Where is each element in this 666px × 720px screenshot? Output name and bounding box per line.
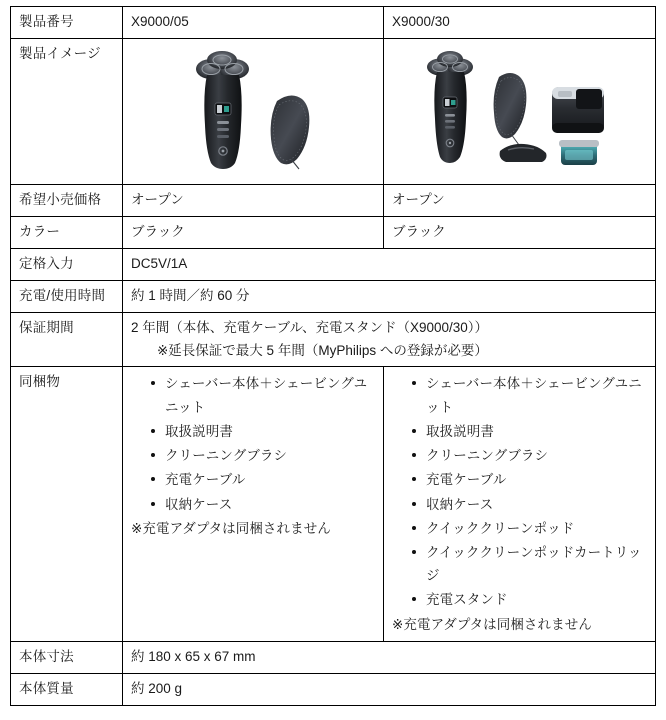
table-row-weight <box>11 673 656 705</box>
included-list-b <box>392 372 649 611</box>
list-item: 収納ケース <box>151 493 377 516</box>
cell-color-b: ブラック <box>384 216 656 248</box>
table-row-charge-use-time <box>11 280 656 312</box>
shaver-head <box>196 51 249 79</box>
row-label-dimensions: 本体寸法 <box>11 641 123 673</box>
shaver-head <box>427 51 473 76</box>
list-item: 充電スタンド <box>412 588 649 611</box>
cell-product-image-a <box>123 38 384 184</box>
cell-product-image-b <box>384 38 656 184</box>
cell-model-number-b: X9000/30 <box>384 7 656 39</box>
table-row-color <box>11 216 656 248</box>
row-label-price: 希望小売価格 <box>11 184 123 216</box>
list-item: 充電ケーブル <box>412 468 649 491</box>
cell-charge-use-time: 約 1 時間／約 60 分 <box>123 280 656 312</box>
included-note-a: ※充電アダプタは同梱されません <box>131 520 331 536</box>
list-item: 取扱説明書 <box>151 420 377 443</box>
list-item: シェーバー本体＋シェービングユニット <box>151 372 377 418</box>
list-item: 充電ケーブル <box>151 468 377 491</box>
row-label-warranty: 保証期間 <box>11 312 123 367</box>
quick-clean-pod <box>552 87 604 133</box>
shaver-body <box>434 72 466 163</box>
cell-price-b: オープン <box>384 184 656 216</box>
table-row-rated-input <box>11 248 656 280</box>
travel-pouch <box>493 73 526 145</box>
cell-model-number-a: X9000/05 <box>123 7 384 39</box>
table-row-model-number <box>11 7 656 39</box>
list-item: シェーバー本体＋シェービングユニット <box>412 372 649 418</box>
list-item: クイッククリーンポッド <box>412 517 649 540</box>
table-row-included-items <box>11 367 656 641</box>
list-item: クイッククリーンポッドカートリッジ <box>412 541 649 587</box>
product-spec-table <box>10 6 656 706</box>
product-image-a <box>131 44 377 179</box>
cell-included-items-a <box>123 367 384 641</box>
list-item: 収納ケース <box>412 493 649 516</box>
table-row-product-image <box>11 38 656 184</box>
shaver-body <box>204 75 241 169</box>
list-item: クリーニングブラシ <box>412 444 649 467</box>
cell-rated-input: DC5V/1A <box>123 248 656 280</box>
travel-pouch <box>271 96 310 170</box>
charging-stand <box>499 144 546 162</box>
shaver-with-pouch-icon <box>139 47 369 175</box>
row-label-weight: 本体質量 <box>11 673 123 705</box>
row-label-product-image: 製品イメージ <box>11 38 123 184</box>
product-image-b <box>392 44 649 179</box>
cell-price-a: オープン <box>123 184 384 216</box>
table-row-price <box>11 184 656 216</box>
list-item: 取扱説明書 <box>412 420 649 443</box>
row-label-color: カラー <box>11 216 123 248</box>
warranty-line-1: 2 年間（本体、充電ケーブル、充電スタンド（X9000/30）） <box>131 319 489 335</box>
warranty-line-2: ※延長保証で最大 5 年間（MyPhilips への登録が必要） <box>157 342 488 358</box>
row-label-charge-use-time: 充電/使用時間 <box>11 280 123 312</box>
cell-weight: 約 200 g <box>123 673 656 705</box>
cell-dimensions: 約 180 x 65 x 67 mm <box>123 641 656 673</box>
row-label-model-number: 製品番号 <box>11 7 123 39</box>
table-row-warranty <box>11 312 656 367</box>
row-label-included-items: 同梱物 <box>11 367 123 641</box>
included-list-a <box>131 372 377 515</box>
shaver-kit-icon <box>396 47 646 175</box>
pod-cartridge <box>559 140 599 165</box>
row-label-rated-input: 定格入力 <box>11 248 123 280</box>
cell-color-a: ブラック <box>123 216 384 248</box>
cell-included-items-b <box>384 367 656 641</box>
list-item: クリーニングブラシ <box>151 444 377 467</box>
included-note-b: ※充電アダプタは同梱されません <box>392 616 592 632</box>
table-row-dimensions <box>11 641 656 673</box>
cell-warranty <box>123 312 656 367</box>
